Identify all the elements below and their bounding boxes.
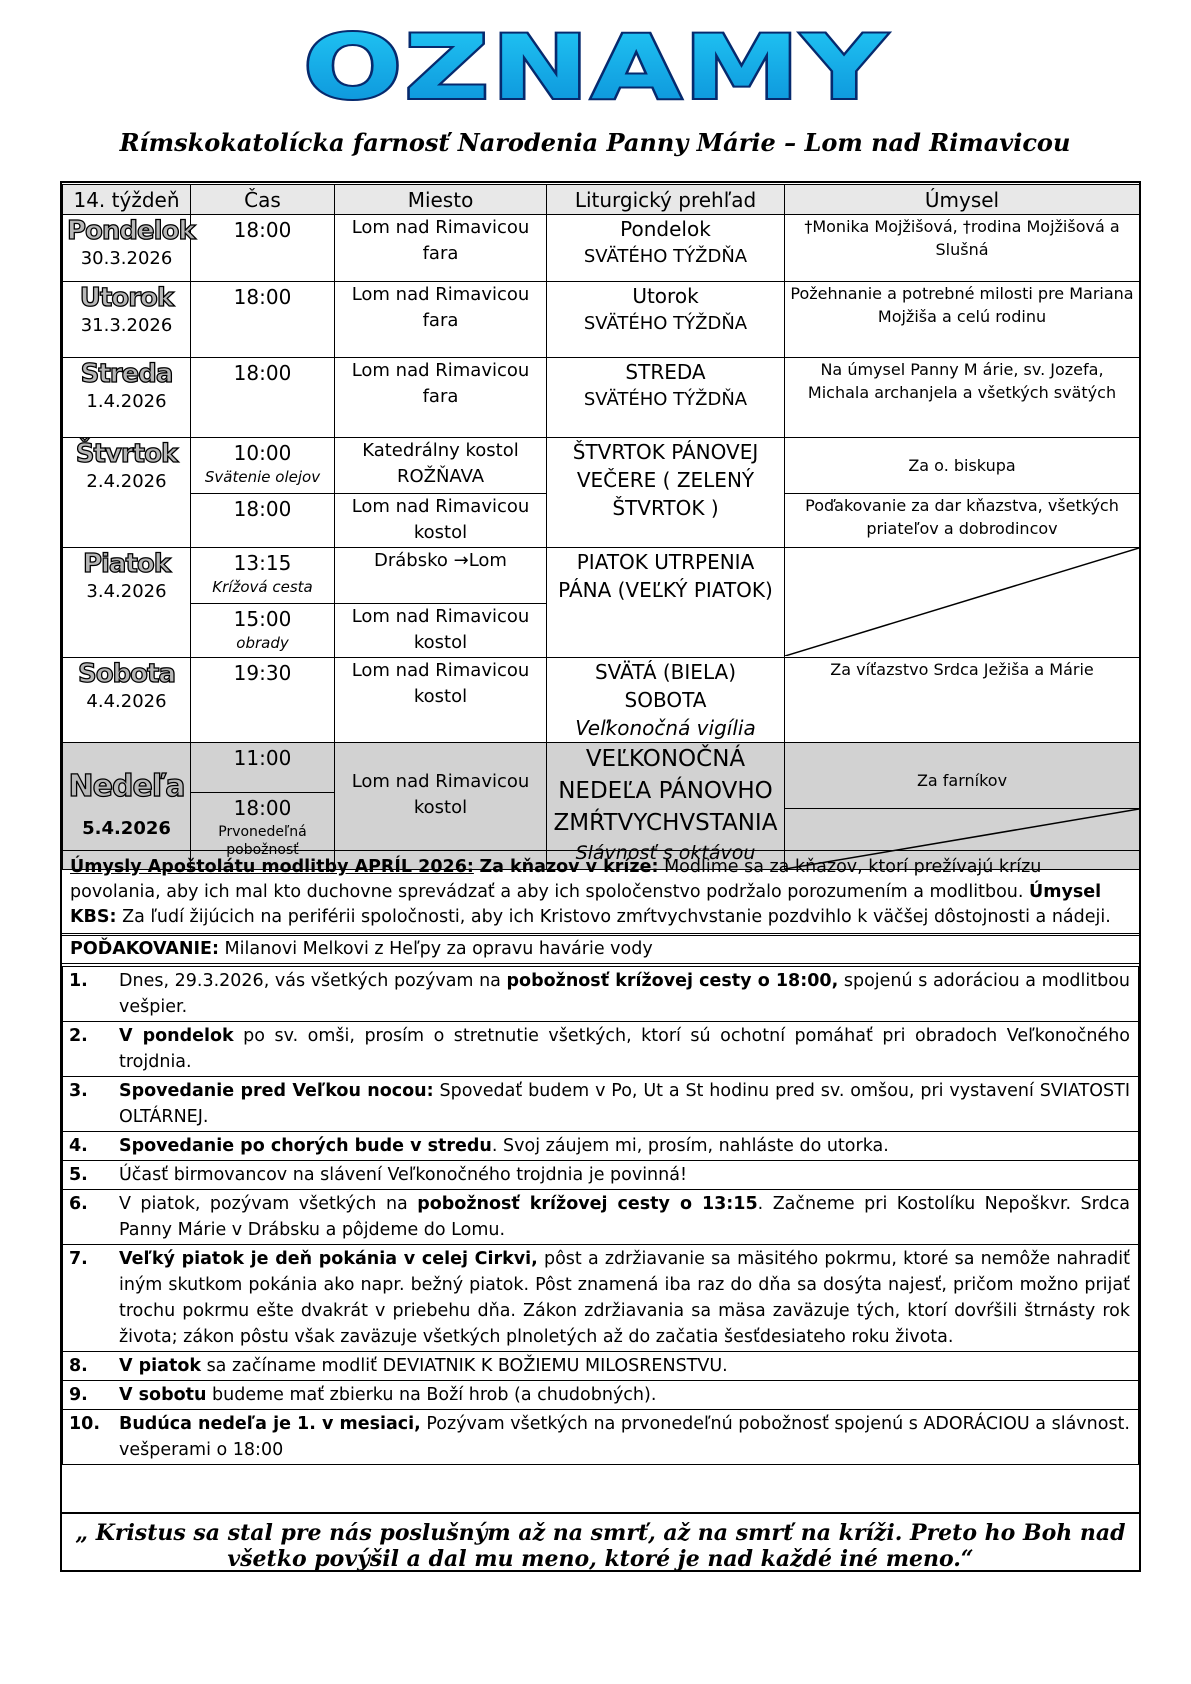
place-cell xyxy=(335,604,547,658)
banner xyxy=(0,20,1191,110)
intent-cell: Za víťazstvo Srdca Ježiša a Márie xyxy=(785,658,1140,743)
liturgy-line: SVÄTÉHO TÝŽDŇA xyxy=(583,313,748,334)
day-cell xyxy=(63,548,191,658)
place-cell xyxy=(335,494,547,548)
col-time: Čas xyxy=(191,185,335,215)
item-text-c: pôst a zdržiavanie sa mäsitého pokrmu, ktoré sa nemôže nahradiť iným skutkom pokánia ako napr. bežný piatok. Pôst znamená iba raz do dňa sa dosýta najesť, pričom možno prijať trochu pokrmu ešte dvakrát v priebehu dňa. Zákon zdržiavania sa mäsa zaväzuje tých, ktorí dovŕšili štrnásty rok života; zákon pôstu však zaväzuje všetkých plnoletých až do začatia šesťdesiateho roku života. xyxy=(119,1249,1130,1347)
liturgy-line: Slávnosť s oktávou xyxy=(575,842,756,864)
apostolate-intentions xyxy=(62,850,1139,934)
list-item xyxy=(63,1077,1139,1132)
table-row xyxy=(63,282,1140,358)
list-item xyxy=(63,967,1139,1022)
item-text-c: . Začneme pri Kostolíku Nepoškvr. Srdca Panny Márie v Drábsku a pôjdeme do Lomu. xyxy=(119,1194,1131,1240)
place-cell xyxy=(335,282,547,358)
item-text-a: Dnes, 29.3.2026, vás všetkých pozývam na xyxy=(119,971,507,991)
item-text xyxy=(113,1245,1139,1352)
list-item xyxy=(63,1132,1139,1161)
item-text xyxy=(113,1381,1139,1410)
item-number: 7. xyxy=(63,1245,114,1352)
item-text-c: spojenú s adoráciou a modlitbou vešpier. xyxy=(119,971,1130,1017)
day-date: 2.4.2026 xyxy=(86,471,167,492)
liturgy-line: VEĽKONOČNÁ NEDEĽA PÁNOVHO ZMŔTVYCHVSTANIA xyxy=(553,746,778,836)
table-row xyxy=(63,658,1140,743)
time-value: 18:00 xyxy=(233,796,292,821)
item-text xyxy=(113,967,1139,1022)
item-text-bold: V pondelok xyxy=(119,1026,234,1046)
place-line: Lom nad Rimavicou xyxy=(351,660,530,681)
kbs-label: Úmysel KBS: xyxy=(70,882,1102,927)
liturgy-cell: PIATOK UTRPENIA PÁNA (VEĽKÝ PIATOK) xyxy=(547,548,785,658)
intent-cell: †Monika Mojžišová, †rodina Mojžišová a Slušná xyxy=(785,215,1140,282)
time-cell xyxy=(191,438,335,494)
day-name: Sobota xyxy=(77,659,176,689)
time-cell: 18:00 xyxy=(191,282,335,358)
item-text xyxy=(113,1161,1139,1190)
col-place: Miesto xyxy=(335,185,547,215)
item-text xyxy=(113,1022,1139,1077)
place-cell: Drábsko →Lom xyxy=(335,548,547,604)
time-note: Svätenie olejov xyxy=(204,468,321,486)
item-text xyxy=(113,1077,1139,1132)
time-cell xyxy=(191,548,335,604)
item-number: 1. xyxy=(63,967,114,1022)
day-cell xyxy=(63,358,191,438)
schedule-table xyxy=(62,184,1140,870)
list-item xyxy=(63,1161,1139,1190)
time-note: obrady xyxy=(236,634,289,652)
item-text xyxy=(113,1352,1139,1381)
intent-cell: Za o. biskupa xyxy=(785,438,1140,494)
thanks-text: Milanovi Melkovi z Heľpy za opravu havárie vody xyxy=(224,939,653,959)
day-name: Nedeľa xyxy=(68,769,185,804)
place-line: Lom nad Rimavicou xyxy=(351,217,530,238)
table-row xyxy=(63,215,1140,282)
thanks-label: POĎAKOVANIE: xyxy=(70,939,219,959)
item-number: 2. xyxy=(63,1022,114,1077)
table-row xyxy=(63,548,1140,604)
place-line: kostol xyxy=(413,686,468,707)
closing-quote: „ Kristus sa stal pre nás poslušným až na smrť, až na smrť na kríži. Preto ho Boh nad všetko povýšil a dal mu meno, ktoré je nad každé iné meno.“ xyxy=(62,1512,1139,1572)
time-note: Krížová cesta xyxy=(212,578,313,596)
list-item xyxy=(63,1410,1139,1465)
apostolate-text: Modlime sa za kňazov, ktorí prežívajú krízu povolania, aby ich mal kto duchovne sprevádzať a aby ich spoločenstvo podržalo porozumením a modlitbou. xyxy=(70,857,1042,902)
list-item xyxy=(63,1245,1139,1352)
intent-cell: Na úmysel Panny M árie, sv. Jozefa, Michala archanjela a všetkých svätých xyxy=(785,358,1140,438)
liturgy-cell xyxy=(547,282,785,358)
time-value: 15:00 xyxy=(233,607,292,631)
place-cell xyxy=(335,358,547,438)
time-cell: 18:00 xyxy=(191,215,335,282)
banner-text: OZNAMY xyxy=(302,20,889,110)
item-text xyxy=(113,1190,1139,1245)
col-intent: Úmysel xyxy=(785,185,1140,215)
liturgy-line: Utorok xyxy=(632,284,699,308)
banner-graphic xyxy=(276,20,916,110)
table-row xyxy=(63,438,1140,494)
liturgy-line: SVÄTÁ (BIELA) SOBOTA xyxy=(594,660,737,712)
announcements-list xyxy=(62,966,1139,1465)
item-text-bold: Spovedanie pred Veľkou nocou: xyxy=(119,1081,434,1101)
place-line: fara xyxy=(422,386,459,407)
time-cell: 19:30 xyxy=(191,658,335,743)
place-line: Katedrálny kostol xyxy=(362,440,519,461)
time-cell: 18:00 xyxy=(191,358,335,438)
day-cell xyxy=(63,282,191,358)
day-date: 5.4.2026 xyxy=(82,818,171,839)
item-number: 6. xyxy=(63,1190,114,1245)
list-item xyxy=(63,1022,1139,1077)
place-cell xyxy=(335,438,547,494)
item-text-bold: Spovedanie po chorých bude v stredu xyxy=(119,1136,492,1156)
liturgy-cell xyxy=(547,358,785,438)
place-cell xyxy=(335,658,547,743)
item-text-bold: Budúca nedeľa je 1. v mesiaci, xyxy=(119,1414,421,1434)
item-text-c: Pozývam všetkých na prvonedeľnú pobožnosť spojenú s ADORÁCIOU a slávnost. vešperami o 18:00 xyxy=(119,1414,1130,1460)
day-cell xyxy=(63,658,191,743)
thanks-line xyxy=(62,935,1139,964)
table-row xyxy=(63,358,1140,438)
day-date: 1.4.2026 xyxy=(86,391,167,412)
time-cell xyxy=(191,604,335,658)
liturgy-line: Veľkonočná vigília xyxy=(575,716,756,740)
item-text-a: Účasť birmovancov na slávení Veľkonočného trojdnia je povinná! xyxy=(119,1165,687,1185)
place-line: Lom nad Rimavicou xyxy=(351,360,530,381)
time-value: 13:15 xyxy=(233,551,292,575)
day-cell xyxy=(63,215,195,282)
day-name: Utorok xyxy=(79,283,174,313)
place-line: kostol xyxy=(413,632,468,653)
item-text-c: Spovedať budem v Po, Ut a St hodinu pred sv. omšou, pri vystavení SVIATOSTI OLTÁRNEJ. xyxy=(119,1081,1130,1127)
place-line: Lom nad Rimavicou xyxy=(351,606,530,627)
apostolate-label: Úmysly Apoštolátu modlitby APRÍL 2026: xyxy=(70,857,474,877)
time-cell: 11:00 xyxy=(191,743,335,793)
apostolate-topic: Za kňazov v kríze: xyxy=(479,857,659,877)
item-text-bold: Veľký piatok je deň pokánia v celej Cirkvi, xyxy=(119,1249,538,1269)
table-row xyxy=(63,743,1140,793)
item-text-c: budeme mať zbierku na Boží hrob (a chudobných). xyxy=(206,1385,657,1405)
item-text-c: sa začíname modliť DEVIATNIK K BOŽIEMU MILOSRENSTVU. xyxy=(201,1356,728,1376)
col-week: 14. týždeň xyxy=(63,185,191,215)
day-date: 3.4.2026 xyxy=(86,581,167,602)
day-name: Štvrtok xyxy=(75,439,178,469)
item-text xyxy=(113,1410,1139,1465)
liturgy-line: STREDA xyxy=(625,360,706,384)
strike-diagonal xyxy=(785,548,1139,656)
item-text-a: V piatok, pozývam všetkých na xyxy=(119,1194,418,1214)
place-line: fara xyxy=(422,243,459,264)
place-cell xyxy=(335,215,547,282)
parish-title: Rímskokatolícka farnosť Narodenia Panny Márie – Lom nad Rimavicou xyxy=(119,128,1071,157)
item-number: 9. xyxy=(63,1381,114,1410)
item-text-bold: pobožnosť krížovej cesty o 13:15 xyxy=(417,1194,758,1214)
list-item xyxy=(63,1381,1139,1410)
liturgy-line: Pondelok xyxy=(620,217,711,241)
intent-cell: Poďakovanie za dar kňazstva, všetkých priateľov a dobrodincov xyxy=(785,494,1140,548)
kbs-text: Za ľudí žijúcich na periférii spoločnosti, aby ich Kristovo zmŕtvychvstanie pozdvihlo k väčšej dôstojnosti a nádeji. xyxy=(122,907,1111,927)
item-text-c: po sv. omši, prosím o stretnutie všetkých, ktorí sú ochotní pomáhať pri obradoch Veľkonočného trojdnia. xyxy=(119,1026,1130,1072)
liturgy-cell xyxy=(547,658,785,743)
time-note: Prvonedeľná pobožnosť xyxy=(218,824,307,859)
col-liturgy: Liturgický prehľad xyxy=(547,185,785,215)
item-number: 8. xyxy=(63,1352,114,1381)
day-date: 30.3.2026 xyxy=(80,248,173,269)
item-text xyxy=(113,1132,1139,1161)
item-number: 3. xyxy=(63,1077,114,1132)
place-line: Lom nad Rimavicou xyxy=(351,771,530,792)
place-line: Lom nad Rimavicou xyxy=(351,284,530,305)
intent-cell: Požehnanie a potrebné milosti pre Mariana Mojžiša a celú rodinu xyxy=(785,282,1140,358)
liturgy-line: SVÄTÉHO TÝŽDŇA xyxy=(583,246,748,267)
list-item xyxy=(63,1352,1139,1381)
place-line: fara xyxy=(422,310,459,331)
day-name: Streda xyxy=(80,359,173,389)
item-text-bold: V piatok xyxy=(119,1356,201,1376)
item-text-bold: pobožnosť krížovej cesty o 18:00, xyxy=(506,971,839,991)
day-name: Piatok xyxy=(82,549,171,579)
liturgy-cell xyxy=(547,215,785,282)
liturgy-line: SVÄTÉHO TÝŽDŇA xyxy=(583,389,748,410)
intent-text: Za farníkov xyxy=(785,743,1139,809)
day-cell xyxy=(63,438,191,548)
item-text-c: . Svoj záujem mi, prosím, nahláste do utorka. xyxy=(491,1136,889,1156)
place-line: kostol xyxy=(413,797,468,818)
intent-cell-empty xyxy=(785,548,1140,658)
time-cell: 18:00 xyxy=(191,494,335,548)
place-line: ROŽŇAVA xyxy=(396,466,485,487)
place-line: kostol xyxy=(413,522,468,543)
day-name: Pondelok xyxy=(67,216,195,246)
day-date: 4.4.2026 xyxy=(86,691,167,712)
time-value: 10:00 xyxy=(233,441,292,465)
item-number: 10. xyxy=(63,1410,114,1465)
item-number: 4. xyxy=(63,1132,114,1161)
liturgy-cell: ŠTVRTOK PÁNOVEJ VEČERE ( ZELENÝ ŠTVRTOK ) xyxy=(547,438,785,548)
day-date: 31.3.2026 xyxy=(80,315,173,336)
item-number: 5. xyxy=(63,1161,114,1190)
list-item xyxy=(63,1190,1139,1245)
place-line: Lom nad Rimavicou xyxy=(351,496,530,517)
schedule-header xyxy=(63,185,1140,215)
item-text-bold: V sobotu xyxy=(119,1385,207,1405)
